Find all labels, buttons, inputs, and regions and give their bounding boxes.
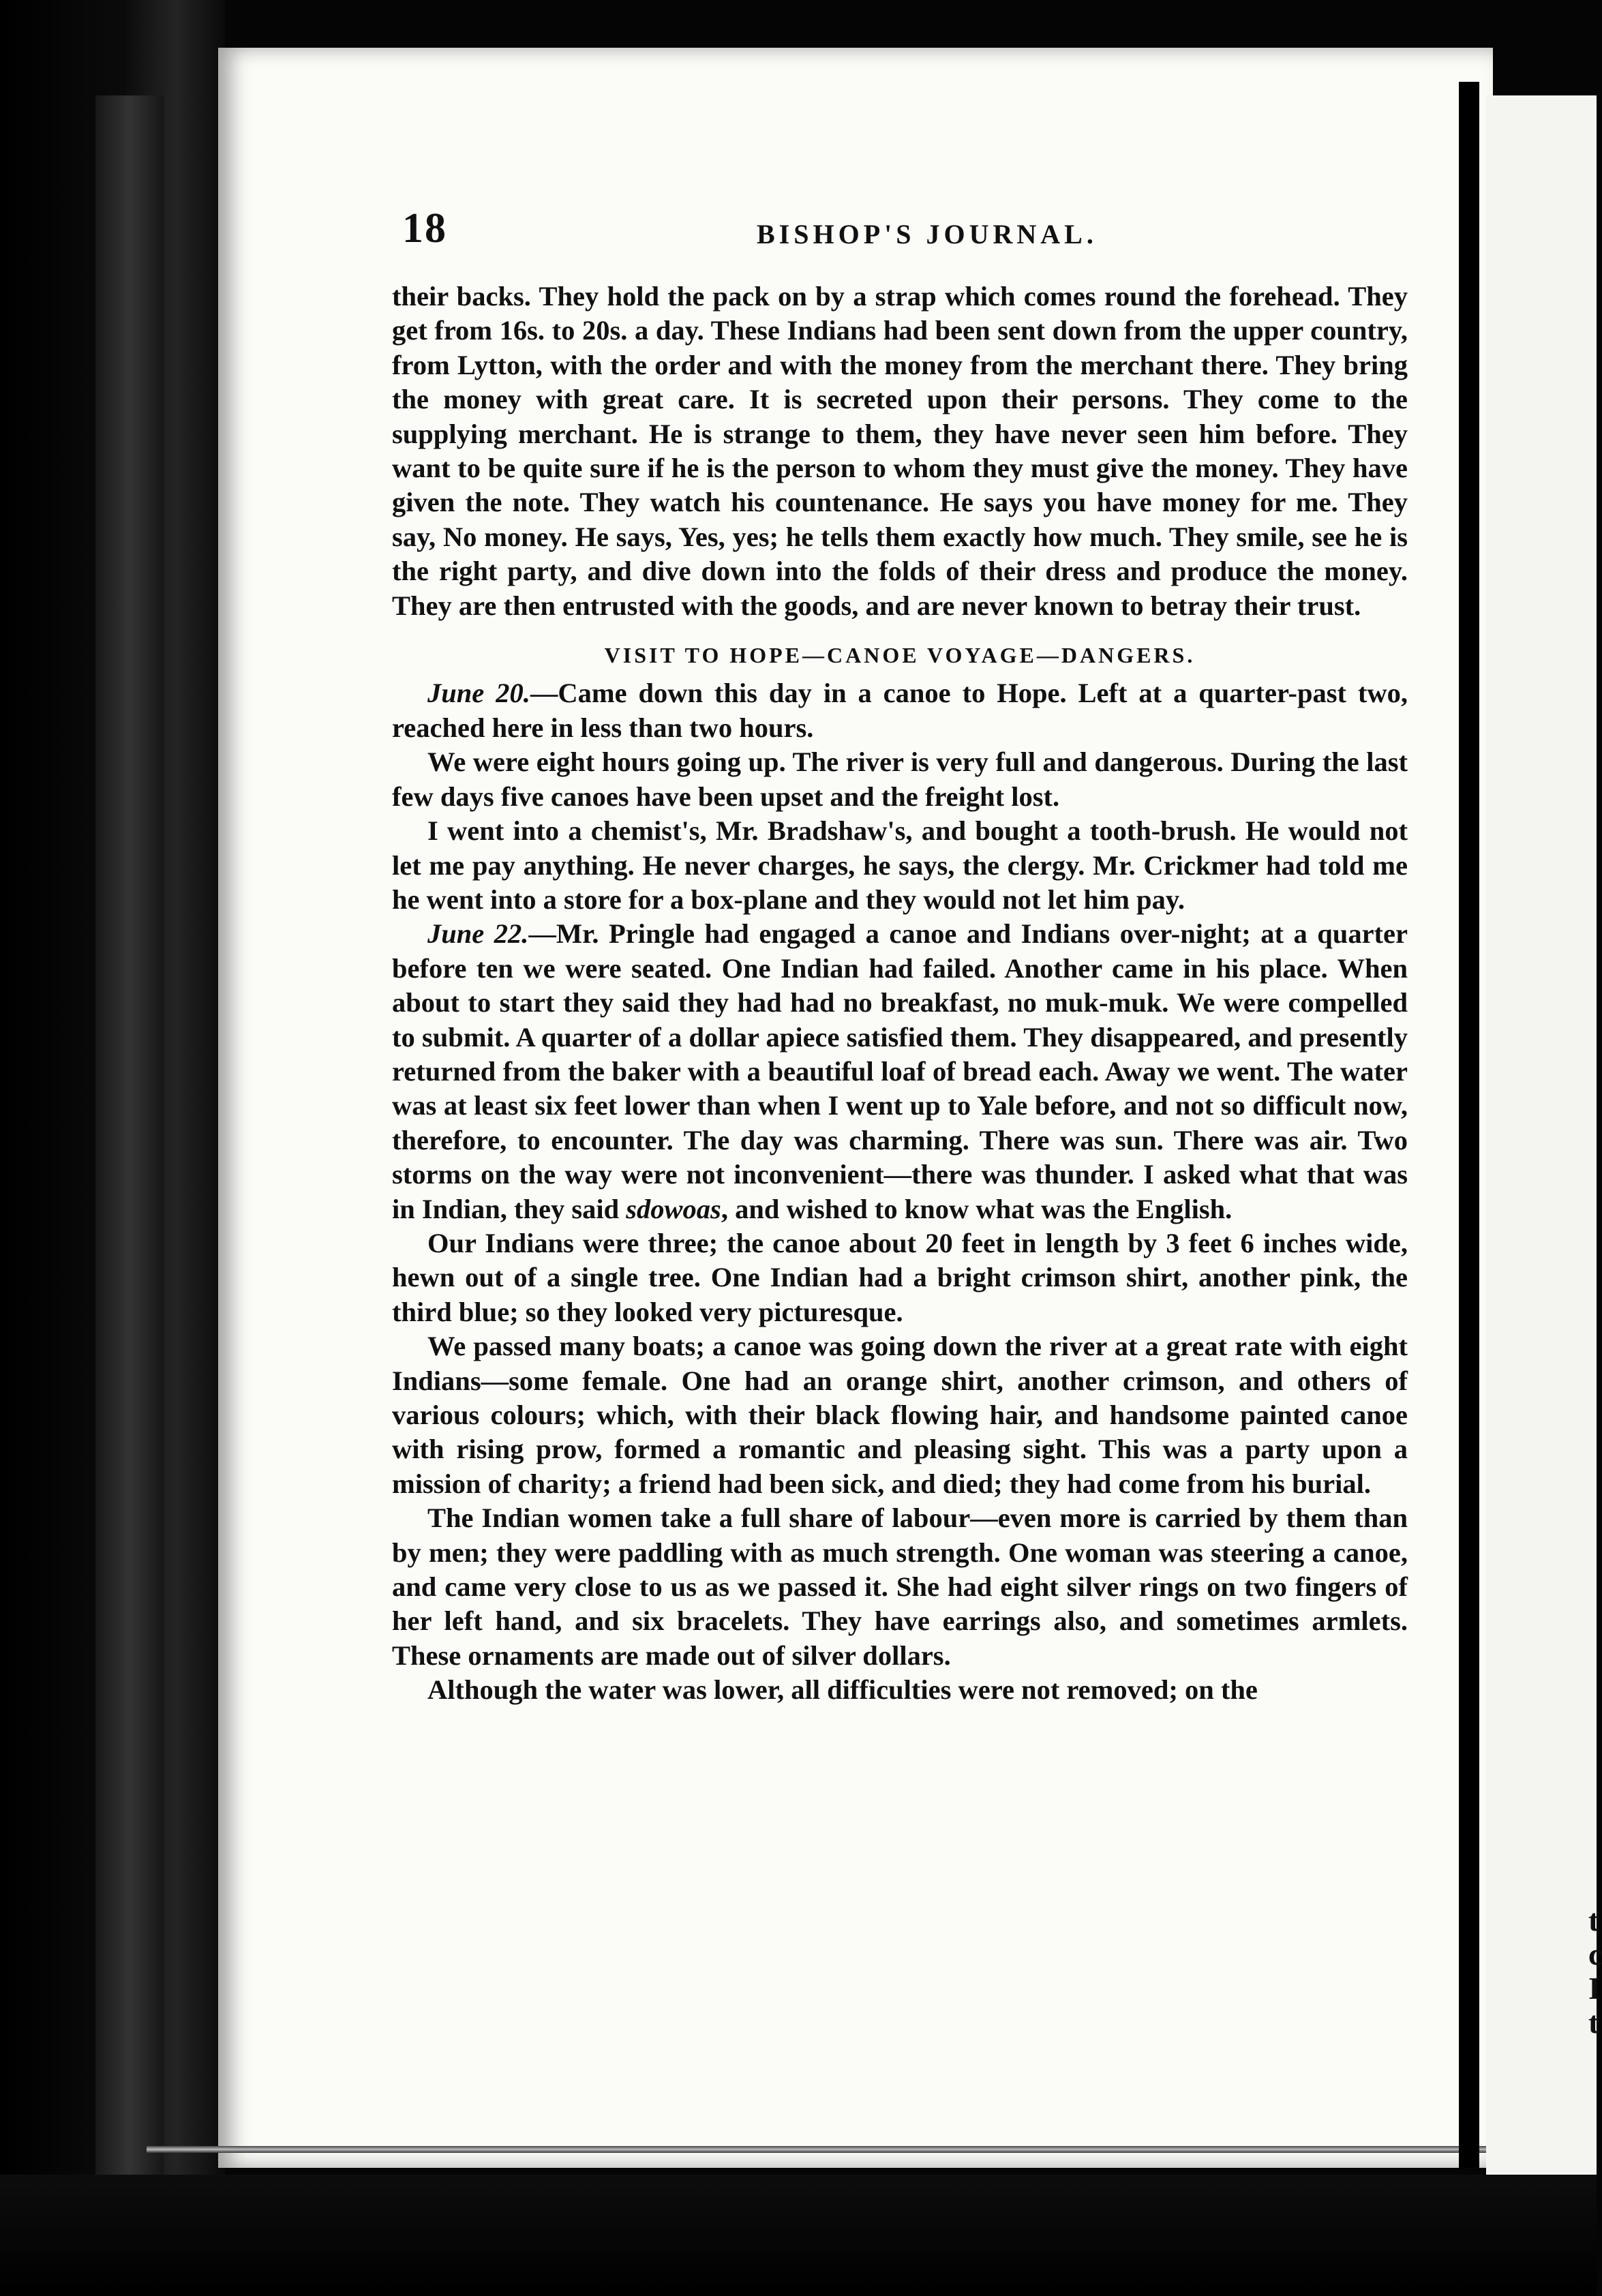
paragraph-text: —Came down this day in a canoe to Hope. Left at a quarter-past two, reached here in less than two hours. xyxy=(392,678,1408,743)
indian-word: sdowoas xyxy=(626,1193,721,1224)
entry-date: June 20. xyxy=(427,678,530,709)
adjacent-page-letter: t xyxy=(1588,1903,1599,1937)
scan-bottom-margin xyxy=(0,2175,1597,2296)
paragraph-text: —Mr. Pringle had engaged a canoe and Indians over-night; at a quarter before ten we were seated. One Indian had failed. Another came in his place. When about to start they said they had had no breakfast, no muk-muk. We were compelled to submit. A quarter of a dollar apiece satisfied them. They disappeared, and presently returned from the baker with a beautiful loaf of bread each. Away we went. The water was at least six feet lower than when I went up to Yale before, and not so difficult now, therefore, to encounter. The day was charming. There was sun. There was air. Two storms on the way were not inconvenient—there was thunder. I asked what that was in Indian, they said xyxy=(392,918,1408,1224)
page-bottom-edge xyxy=(147,2146,1493,2153)
page-body xyxy=(392,280,1408,1708)
paragraph: Although the water was lower, all difficulties were not removed; on the xyxy=(427,1674,1258,1706)
entry-date: June 22. xyxy=(427,918,529,950)
paragraph: their backs. They hold the pack on by a strap which comes round the forehead. They get from 16s. to 20s. a day. These Indians had been sent down from the upper country, from Lytton, with the order and with the money from the merchant there. They bring the money with great care. It is secreted upon their persons. They come to the supplying merchant. He is strange to them, they have never seen him before. They want to be quite sure if he is the person to whom they must give the money. They have given the note. They watch his countenance. He says you have money for me. They say, No money. He says, Yes, yes; he tells them exactly how much. They smile, see he is the right party, and dive down into the folds of their dress and produce the money. They are then entrusted with the goods, and are never known to betray their trust. xyxy=(392,281,1408,621)
adjacent-page-letter: c xyxy=(1588,1937,1602,1972)
paragraph: The Indian women take a full share of labour—even more is carried by them than by men; they were paddling with as much strength. One woman was steering a canoe, and came very close to us as we passed it. She had eight silver rings on two fingers of her left hand, and six bracelets. They have earrings also, and sometimes armlets. These ornaments are made out of silver dollars. xyxy=(392,1502,1408,1671)
page-header xyxy=(402,205,1397,266)
paragraph: I went into a chemist's, Mr. Bradshaw's, and bought a tooth-brush. He would not let me pay anything. He never charges, he says, the clergy. Mr. Crickmer had told me he went into a store for a box-plane and they would not let him pay. xyxy=(392,815,1408,915)
paragraph-text: , and wished to know what was the English. xyxy=(721,1193,1233,1224)
gutter-shadow xyxy=(1459,82,1479,2168)
adjacent-page-letter: t xyxy=(1588,2005,1599,2040)
paragraph: We were eight hours going up. The river is very full and dangerous. During the last few days five canoes have been upset and the freight lost. xyxy=(392,746,1408,812)
paragraph: We passed many boats; a canoe was going down the river at a great rate with eight Indians—some female. One had an orange shirt, another crimson, and others of various colours; which, with their black flowing hair, and handsome painted canoe with rising prow, formed a romantic and pleasing sight. This was a party upon a mission of charity; a friend had been sick, and died; they had come from his burial. xyxy=(392,1331,1408,1499)
paragraph: Our Indians were three; the canoe about 20 feet in length by 3 feet 6 inches wide, hewn out of a single tree. One Indian had a bright crimson shirt, another pink, the third blue; so they looked very picturesque. xyxy=(392,1227,1408,1327)
paragraph xyxy=(392,917,1408,1226)
adjacent-page-edge xyxy=(1486,95,1602,2209)
section-heading: VISIT TO HOPE—CANOE VOYAGE—DANGERS. xyxy=(604,643,1196,668)
paragraph xyxy=(392,676,1408,745)
running-head: BISHOP'S JOURNAL. xyxy=(757,219,1098,250)
book-spine-edge xyxy=(95,95,164,2175)
page-number: 18 xyxy=(402,205,447,252)
adjacent-page-letter: I xyxy=(1588,1971,1601,2006)
